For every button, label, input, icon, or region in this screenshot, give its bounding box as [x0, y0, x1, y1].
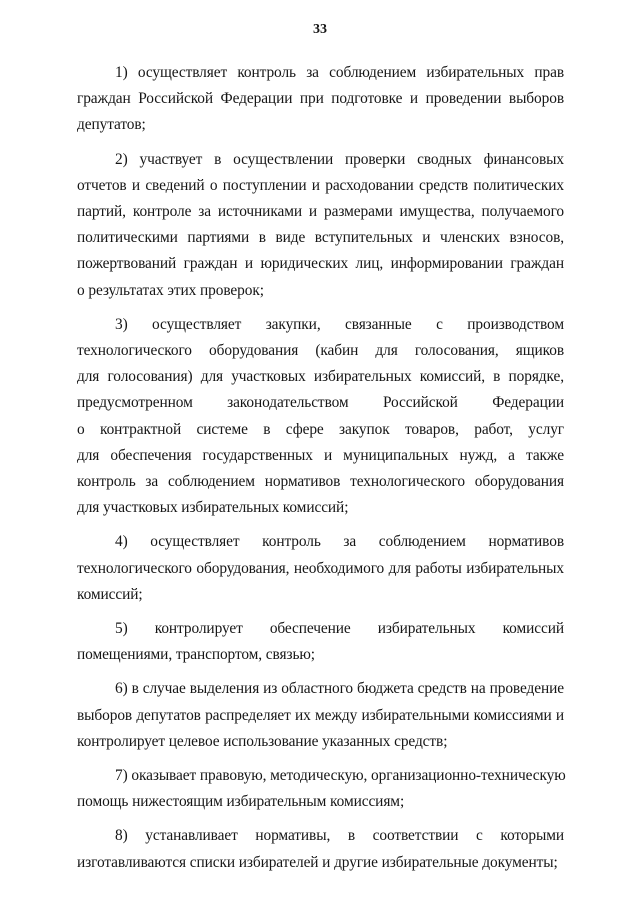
- text-line: партий, контроле за источниками и размерами имущества, получаемого: [77, 203, 564, 221]
- text-line: для голосования) для участковых избирательных комиссий, в порядке,: [77, 368, 564, 386]
- text-line: депутатов;: [77, 116, 146, 134]
- paragraph-item-4: [77, 529, 564, 608]
- text-line: отчетов и сведений о поступлении и расходовании средств политических: [77, 176, 564, 194]
- paragraph-item-1: [77, 60, 564, 139]
- paragraph-item-2: [77, 147, 564, 304]
- paragraph-item-5: [77, 616, 564, 668]
- text-line: граждан Российской Федерации при подготовке и проведении выборов: [77, 90, 564, 108]
- text-line: контроль за соблюдением нормативов технологического оборудования: [77, 473, 564, 491]
- text-line: о контрактной системе в сфере закупок товаров, работ, услуг: [77, 420, 564, 438]
- text-line: предусмотренном законодательством Российской Федерации: [77, 394, 564, 412]
- text-line: контролирует целевое использование указанных средств;: [77, 732, 448, 750]
- page-number: 33: [313, 22, 327, 37]
- document-body: [77, 60, 564, 884]
- text-line: помощь нижестоящим избирательным комиссиям;: [77, 793, 405, 811]
- text-line: 5) контролирует обеспечение избирательных комиссий: [115, 620, 564, 638]
- text-line: 2) участвует в осуществлении проверки сводных финансовых: [115, 150, 564, 168]
- text-line: технологического оборудования, необходимого для работы избирательных: [77, 559, 564, 577]
- text-line: выборов депутатов распределяет их между избирательными комиссиями и: [77, 706, 564, 724]
- paragraph-item-7: [77, 763, 564, 815]
- text-line: 4) осуществляет контроль за соблюдением нормативов: [115, 533, 564, 551]
- text-line: политическими партиями в виде вступительных и членских взносов,: [77, 229, 564, 247]
- text-line: 6) в случае выделения из областного бюджета средств на проведение: [115, 680, 564, 698]
- paragraph-item-3: [77, 312, 564, 522]
- text-line: пожертвований граждан и юридических лиц, информировании граждан: [77, 255, 564, 273]
- text-line: для участковых избирательных комиссий;: [77, 499, 349, 517]
- paragraph-item-8: [77, 823, 564, 875]
- text-line: технологического оборудования (кабин для голосования, ящиков: [77, 342, 564, 360]
- text-line: 7) оказывает правовую, методическую, организационно-техническую: [115, 767, 566, 785]
- paragraph-item-6: [77, 676, 564, 755]
- text-line: 3) осуществляет закупки, связанные с производством: [115, 315, 564, 333]
- text-line: для обеспечения государственных и муниципальных нужд, а также: [77, 446, 564, 464]
- text-line: о результатах этих проверок;: [77, 281, 264, 299]
- text-line: комиссий;: [77, 585, 143, 603]
- text-line: 8) устанавливает нормативы, в соответствии с которыми: [115, 827, 564, 845]
- text-line: 1) осуществляет контроль за соблюдением избирательных прав: [115, 64, 564, 81]
- text-line: помещениями, транспортом, связью;: [77, 646, 315, 664]
- text-line: изготавливаются списки избирателей и другие избирательные документы;: [77, 853, 558, 871]
